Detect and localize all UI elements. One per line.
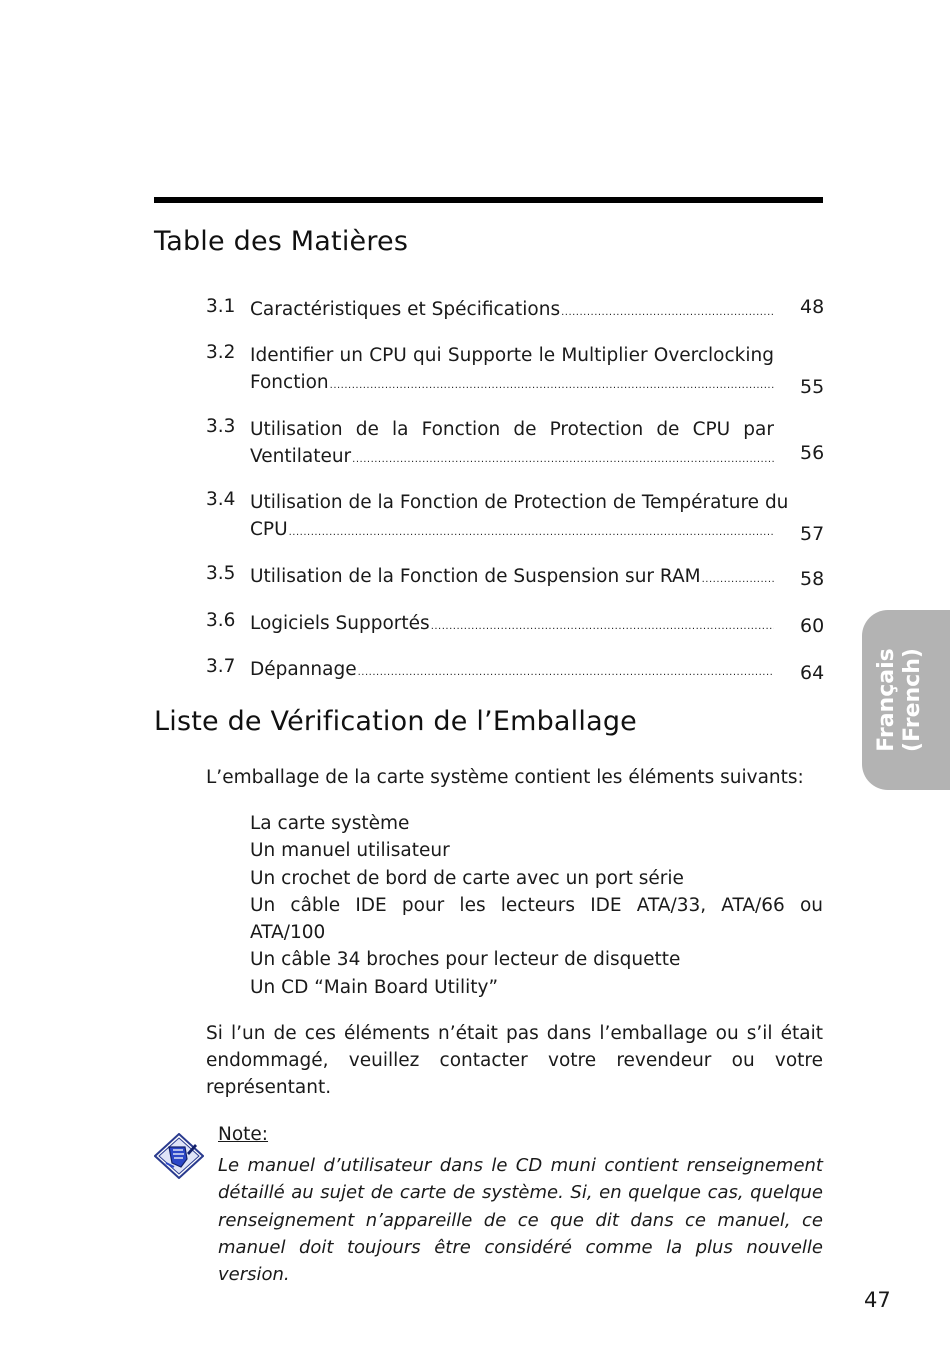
toc-leader-dots — [431, 613, 774, 640]
toc-item-page: 48 — [800, 296, 825, 318]
toc-leader-dots — [289, 519, 774, 546]
list-item: Un manuel utilisateur — [250, 840, 450, 862]
note-title: Note: — [218, 1124, 269, 1145]
page-number: 47 — [864, 1288, 891, 1312]
toc-item-number: 3.6 — [206, 610, 236, 631]
toc-item-title: Identifier un CPU qui Supporte le Multiplier Overclocking — [250, 345, 774, 366]
note-icon — [154, 1133, 204, 1179]
toc-leader-dots — [352, 446, 774, 473]
toc-item-title: Caractéristiques et Spécifications — [250, 299, 561, 320]
toc-item-number: 3.4 — [206, 489, 236, 510]
toc-leader-dots — [702, 566, 774, 593]
toc-item-title: Logiciels Supportés — [250, 613, 430, 634]
toc-leader-dots — [358, 659, 774, 686]
toc-item-page: 60 — [800, 615, 825, 637]
list-item: Un CD “Main Board Utility” — [250, 976, 499, 998]
toc-heading: Table des Matières — [154, 226, 409, 257]
toc-item-number: 3.2 — [206, 342, 236, 363]
toc-leader-dots — [330, 372, 774, 399]
checklist-heading: Liste de Vérification de l’Emballage — [154, 706, 637, 737]
list-item: Un câble IDE pour les lecteurs IDE ATA/33, ATA/66 ou — [250, 894, 823, 916]
toc-item-page: 58 — [800, 568, 825, 590]
language-tab-label — [874, 648, 926, 752]
list-item: Un câble 34 broches pour lecteur de disquette — [250, 949, 681, 971]
toc-item-number: 3.5 — [206, 563, 236, 584]
toc-item-title: Utilisation de la Fonction de Protection de Température du — [250, 492, 789, 513]
top-rule — [154, 197, 823, 203]
toc-item-title-continued: CPU — [250, 519, 288, 540]
language-tab-line2: (French) — [900, 648, 925, 752]
toc-item-title: Utilisation de la Fonction de Suspension sur RAM — [250, 566, 701, 587]
toc-item-page: 64 — [800, 662, 825, 684]
toc-item-title-continued: Fonction — [250, 372, 329, 393]
note-text: Le manuel d’utilisateur dans le CD muni contient renseignement détaillé au sujet de carte de système. Si, en quelque cas, quelque renseignement n’appareille de ce que dit dans ce manuel, ce manuel doit toujours être considéré comme la plus nouvelle version. — [218, 1155, 823, 1286]
checklist-items — [250, 810, 823, 1001]
toc-item-page: 55 — [800, 376, 825, 398]
checklist-intro: L’emballage de la carte système contient les éléments suivants: — [206, 767, 804, 788]
list-item: ATA/100 — [250, 922, 326, 944]
list-item: Un crochet de bord de carte avec un port série — [250, 867, 684, 889]
checklist-warning: Si l’un de ces éléments n’était pas dans l’emballage ou s’il était endommagé, veuillez contacter votre revendeur ou votre représentant. — [206, 1023, 823, 1098]
toc-item-title: Dépannage — [250, 659, 357, 680]
language-tab-line1: Français — [874, 648, 899, 752]
toc-item-title-continued: Ventilateur — [250, 446, 352, 467]
toc-item-page: 57 — [800, 523, 825, 545]
toc-item-number: 3.7 — [206, 656, 236, 677]
toc-item-number: 3.3 — [206, 416, 236, 437]
list-item: La carte système — [250, 813, 410, 834]
toc-leader-dots — [561, 299, 774, 326]
toc-item-title: Utilisation de la Fonction de Protection de CPU par — [250, 419, 774, 440]
toc-item-number: 3.1 — [206, 296, 236, 317]
toc-item-page: 56 — [800, 442, 825, 464]
